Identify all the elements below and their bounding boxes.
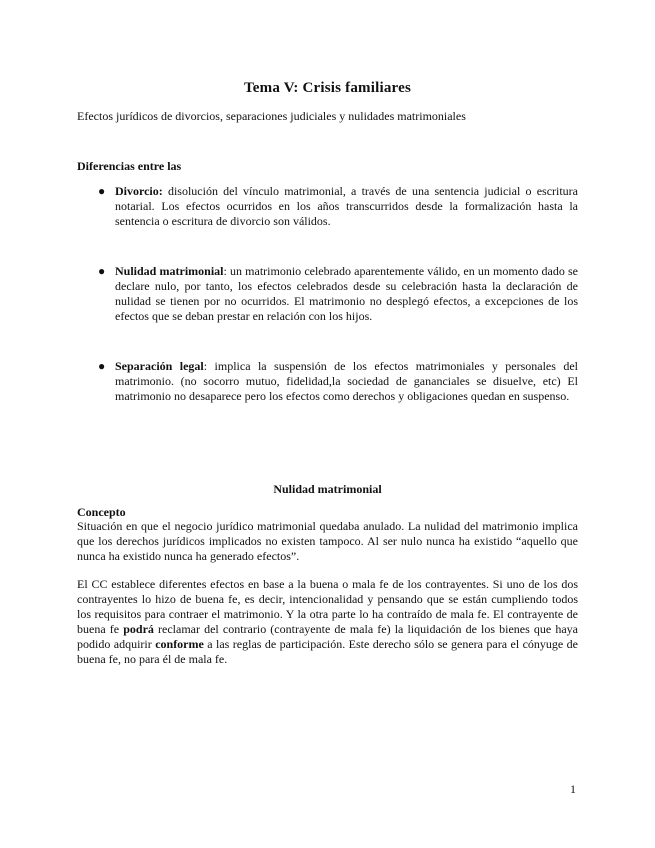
page-number: 1 (570, 782, 576, 796)
bullet-term: Separación legal (115, 359, 204, 373)
bullet-item-separacion (98, 359, 578, 404)
bullet-icon: ● (98, 359, 106, 373)
emphasis-podra: podrá (123, 622, 154, 636)
bullet-paragraph (115, 184, 578, 229)
bullet-text: : implica la suspensión de los efectos matrimoniales y personales del matrimonio. (no socorro mutuo, fidelidad,la sociedad de gananciales se disuelve, etc) El matrimonio no desaparece pero los efectos como derechos y obligaciones quedan en suspenso. (115, 359, 579, 403)
page-subtitle: Efectos jurídicos de divorcios, separaciones judiciales y nulidades matrimoniales (77, 109, 466, 123)
page-title: Tema V: Crisis familiares (243, 80, 412, 96)
bullet-text: : un matrimonio celebrado aparentemente válido, en un momento dado se declare nulo, por tanto, los efectos celebrados desde su celebración hasta la declaración de nulidad se tienen por no ocurridos. El matrimonio no desplegó efectos, a excepciones de los efectos que se deban prestar en relación con los hijos. (115, 264, 578, 323)
section-heading-diferencias: Diferencias entre las (77, 159, 182, 173)
paragraph-efectos (77, 577, 578, 667)
section-heading-nulidad: Nulidad matrimonial (273, 482, 382, 496)
bullet-item-nulidad (98, 264, 578, 324)
bullet-icon: ● (98, 264, 106, 278)
paragraph-text: a las reglas de participación. Este derecho sólo se genera para el cónyuge de buena fe, no para él de mala fe. (77, 637, 578, 666)
paragraph-text: El CC establece diferentes efectos en base a la buena o mala fe de los contrayentes. Si uno de los dos contrayentes lo hizo de buena fe, es decir, intencionalidad y pensando que se están cumpliendo todos los requisitos para contraer el matrimonio. Y la otra parte lo ha contraído de mala fe. El contrayente de buena fe (77, 577, 578, 636)
bullet-paragraph (115, 264, 578, 324)
bullet-term: Nulidad matrimonial (115, 264, 224, 278)
bullet-term: Divorcio: (115, 184, 163, 198)
bullet-item-divorcio (98, 184, 578, 229)
paragraph-text: reclamar del contrario (contrayente de mala fe) la liquidación de los bienes que haya podido adquirir (77, 622, 578, 651)
subsection-heading-concepto: Concepto (77, 505, 126, 519)
bullet-icon: ● (98, 184, 106, 198)
paragraph-concepto: Situación en que el negocio jurídico matrimonial quedaba anulado. La nulidad del matrimonio implica que los derechos jurídicos implicados no existen tampoco. Al ser nulo nunca ha existido “aquello que nunca ha existido nunca ha generado efectos”. (77, 519, 578, 563)
bullet-paragraph (115, 359, 578, 404)
bullet-text: disolución del vínculo matrimonial, a través de una sentencia judicial o escritura notarial. Los efectos ocurridos en los años transcurridos desde la formalización hasta la sentencia o escritura de divorcio son válidos. (115, 184, 578, 228)
emphasis-conforme: conforme (155, 637, 204, 651)
